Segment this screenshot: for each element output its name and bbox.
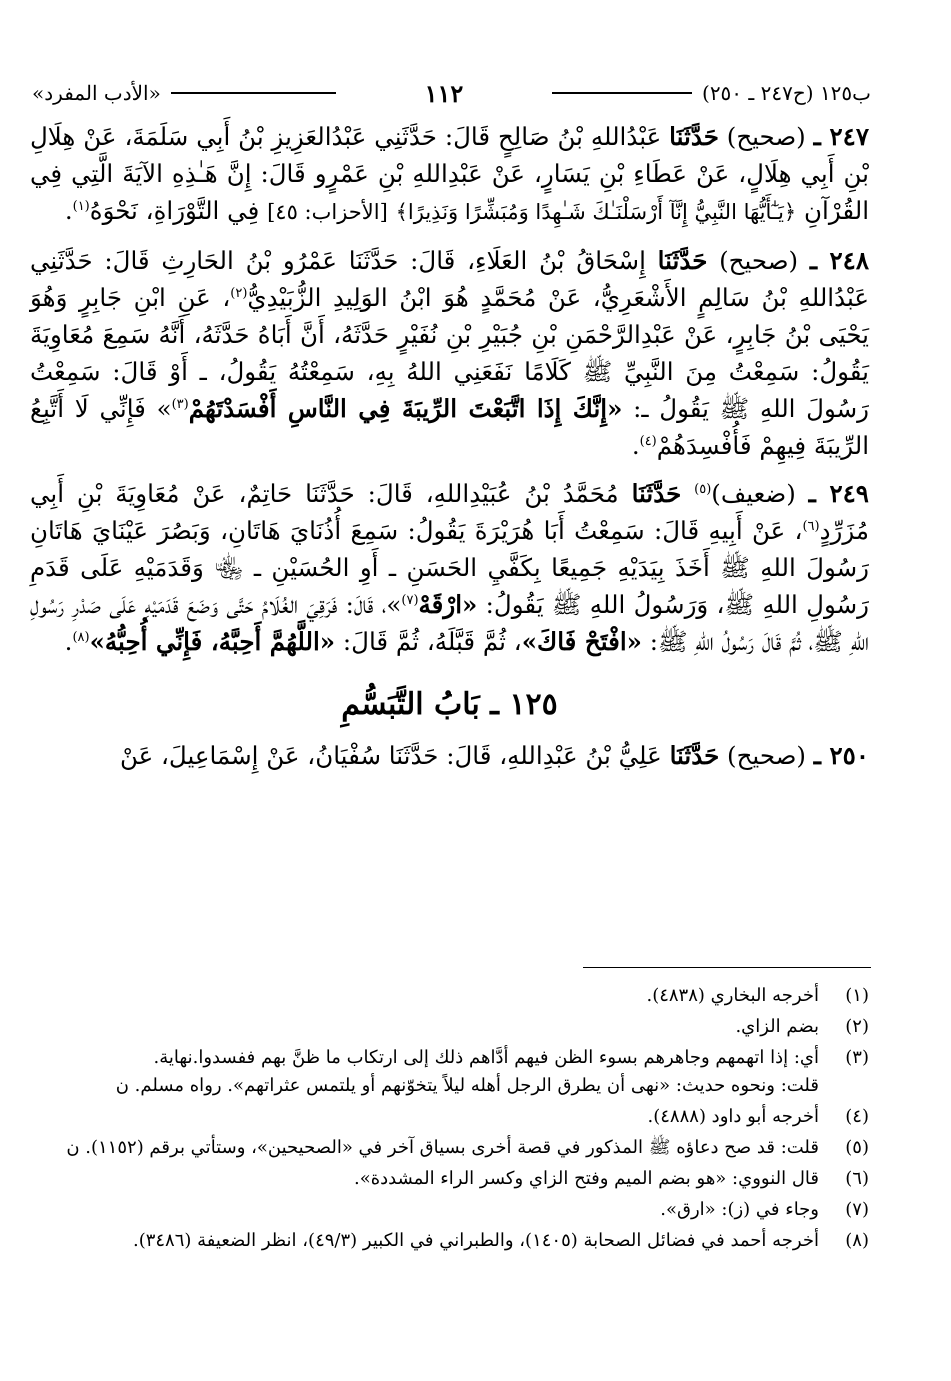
header-rule-left [171, 92, 336, 94]
hadith-text: عَبْدُاللهِ بْنُ صَالِحٍ قَالَ: حَدَّثَنِي عَبْدُالعَزِيزِ بْنُ أَبِي سَلَمَةَ، عَنْ هِلَالِ بْنِ أَبِي هِلَالٍ، عَنْ عَطَاءِ بْنِ يَسَارٍ، عَنْ عَبْدِاللهِ بْنِ عَمْرٍو قَالَ: إِنَّ هَـٰذِهِ الآيَةَ الَّتِي فِي القُرْآنِ [30, 122, 869, 225]
footnote-text: بضم الزاي. [735, 1016, 819, 1037]
quran-reference: [الأحزاب: ٤٥] [267, 200, 388, 224]
header-rule-right [552, 92, 692, 94]
footnote-number: (٥) [845, 1137, 869, 1158]
hadith-number: ٢٤٧ ـ [813, 122, 869, 151]
footnotes [30, 982, 869, 1258]
hadith-text: مُحَمَّدُ بْنُ عُبَيْدِاللهِ، قَالَ: حَدَّثَنَا حَاتِمٌ، عَنْ مُعَاوِيَةَ بْنِ أَبِي مُزَرِّدٍ [30, 479, 869, 545]
haddathana: حَدَّثَنَا [669, 122, 719, 151]
header-hadith-range: ب١٢٥ (ح٢٤٧ ـ ٢٥٠) [702, 81, 871, 105]
footnote-text: وجاء في (ز): «ارق». [660, 1199, 819, 1220]
hadith-number: ٢٥٠ ـ [813, 741, 869, 770]
prophetic-quote: «اللَّهُمَّ أَحِبَّهُ، فَإِنِّي أُحِبُّهُ» [89, 627, 336, 656]
hadith-text: فِي التَّوْرَاةِ، نَحْوَهُ [89, 196, 260, 225]
prophetic-quote: «افْتَحْ فَاكَ» [521, 627, 642, 656]
footnote-marker: (٥) [694, 481, 712, 497]
footnote-text: قلت: ونحوه حديث: «نهى أن يطرق الرجل أهله ليلاً يتخوّنهم أو يلتمس عثراتهم». رواه مسلم. ن [115, 1075, 819, 1096]
footnote-number: (٣) [845, 1047, 869, 1068]
footnote-text: أخرجه البخاري (٤٨٣٨). [646, 985, 819, 1006]
header-left-group [32, 81, 336, 105]
footnote [30, 1227, 869, 1255]
footnote-text: أخرجه أبو داود (٤٨٨٨). [647, 1106, 819, 1127]
hadith-249: ٢٤٩ ـ (ضعيف)$^{(٥)}$ حَدَّثَنَا مُحَمَّدُ بْنُ عُبَيْدِاللهِ، قَالَ: حَدَّثَنَا حَاتِمٌ، عَنْ مُعَاوِيَةَ بْنِ أَبِي مُزَرِّدٍ$^{(٦)}$، عَنْ أَبِيهِ قَالَ: سَمِعْتُ أَبَا هُرَيْرَةَ يَقُولُ: سَمِعَ أُذُنَايَ هَاتَانِ، وَبَصُرَ عَيْنَايَ هَاتَانِ رَسُولَ اللهِ ﷺ أَخَذَ بِيَدَيْهِ جَمِيعًا بِكَفَّيِ الحَسَنِ ـ أَوِ الحُسَيْنِ ـ ﵄ وَقَدَمَيْهِ عَلَى قَدَمِ رَسُولِ اللهِ ﷺ، وَرَسُولُ اللهِ ﷺ يَقُولُ: «ارْقَهْ$^{(٧)}$»، قَالَ: فَرَقِيَ الغُلَامُ حَتَّى وَضَعَ قَدَمَيْهِ عَلَى صَدْرِ رَسُولِ اللهِ ﷺ، ثُمَّ قَالَ رَسُولُ اللهِ ﷺ: «افْتَحْ فَاكَ»، ثُمَّ قَبَّلَهُ، ثُمَّ قَالَ: «اللَّهُمَّ أَحِبَّهُ، فَإِنِّي أُحِبُّهُ»$^{(٨)}$. [30, 479, 869, 656]
footnote-number: (٢) [845, 1016, 869, 1037]
footnote-text: قال النووي: «هو بضم الميم وفتح الزاي وكسر الراء المشددة». [354, 1168, 819, 1189]
book-title: «الأدب المفرد» [32, 81, 161, 105]
footnote-marker: (٧) [401, 592, 419, 608]
haddathana: حَدَّثَنَا [631, 479, 682, 508]
footnote [30, 1044, 869, 1100]
footnote [30, 1134, 869, 1162]
chapter-heading: ١٢٥ ـ بَابُ التَّبَسُّمِ [341, 687, 558, 722]
page-number: ١١٢ [424, 78, 464, 108]
footnote [30, 1196, 869, 1224]
footnote [30, 1103, 869, 1131]
footnote-marker: (٦) [802, 518, 820, 534]
hadith-text: إِسْحَاقُ بْنُ العَلَاءِ، قَالَ: حَدَّثَنَا عَمْرُو بْنُ الحَارِثِ قَالَ: حَدَّثَنِي عَبْدُاللهِ بْنُ سَالِمٍ الأَشْعَرِيُّ، عَنْ مُحَمَّدٍ هُوَ ابْنُ الوَلِيدِ الزُّبَيْدِيُّ [30, 246, 869, 312]
footnote [30, 1013, 869, 1041]
footnote-text: قلت: قد صح دعاؤه ﷺ المذكور في قصة أخرى بسياق آخر في «الصحيحين»، وستأتي برقم (١١٥٢). ن [66, 1137, 819, 1158]
hadith-text: عَلِيُّ بْنُ عَبْدِاللهِ، قَالَ: حَدَّثَنَا سُفْيَانُ، عَنْ إِسْمَاعِيلَ، عَنْ [119, 741, 662, 770]
footnote-number: (٤) [845, 1106, 869, 1127]
hadith-247: ٢٤٧ ـ (صحيح) حَدَّثَنَا عَبْدُاللهِ بْنُ صَالِحٍ قَالَ: حَدَّثَنِي عَبْدُالعَزِيزِ بْنُ أَبِي سَلَمَةَ، عَنْ هِلَالِ بْنِ أَبِي هِلَالٍ، عَنْ عَطَاءِ بْنِ يَسَارٍ، عَنْ عَبْدِاللهِ بْنِ عَمْرٍو قَالَ: إِنَّ هَـٰذِهِ الآيَةَ الَّتِي فِي القُرْآنِ ﴿يَـٰٓأَيُّهَا النَّبِيُّ إِنَّآ أَرْسَلْنَـٰكَ شَـٰهِدًا وَمُبَشِّرًا وَنَذِيرًا﴾ [الأحزاب: ٤٥] فِي التَّوْرَاةِ، نَحْوَهُ$^{(١)}$. [30, 122, 869, 225]
footnote-number: (٧) [845, 1199, 869, 1220]
prophetic-quote: «ارْقَهْ [418, 590, 478, 619]
footnote-marker: (٤) [639, 433, 657, 449]
footnote [30, 982, 869, 1010]
hadith-250 [30, 737, 869, 774]
haddathana: حَدَّثَنَا [657, 246, 708, 275]
hadith-text: »، قَالَ: فَرَقِيَ الغُلَامُ حَتَّى وَضَعَ قَدَمَيْهِ عَلَى صَدْرِ رَسُولِ اللهِ ﷺ، ثُمَّ قَالَ رَسُولُ اللهِ ﷺ: [30, 590, 869, 656]
hadith-grade: (صحيح) [719, 246, 799, 275]
hadith-number: ٢٤٨ ـ [809, 246, 869, 275]
hadith-grade: (صحيح) [727, 741, 806, 770]
footnote-marker: (١) [72, 198, 90, 214]
hadith-text: » فَإِنِّي لَا أَتَّبِعُ الرِّيبَةَ فِيهِمْ فَأُفْسِدَهُمْ [30, 394, 869, 460]
footnote-number: (١) [845, 985, 869, 1006]
hadith-text: ، عَنْ أَبِيهِ قَالَ: سَمِعْتُ أَبَا هُرَيْرَةَ يَقُولُ: سَمِعَ أُذُنَايَ هَاتَانِ، وَبَصُرَ عَيْنَايَ هَاتَانِ رَسُولَ اللهِ ﷺ أَخَذَ بِيَدَيْهِ جَمِيعًا بِكَفَّيِ الحَسَنِ ـ أَوِ الحُسَيْنِ ـ ﵄ وَقَدَمَيْهِ عَلَى قَدَمِ رَسُولِ اللهِ ﷺ، وَرَسُولُ اللهِ ﷺ يَقُولُ: [30, 516, 869, 619]
footnote [30, 1165, 869, 1193]
footnote-marker: (٣) [171, 396, 189, 412]
hadith-number: ٢٤٩ ـ [808, 479, 869, 508]
hadith-grade: (ضعيف) [711, 479, 796, 508]
main-text [30, 118, 869, 785]
footnote-separator [583, 967, 871, 968]
hadith-248: ٢٤٨ ـ (صحيح) حَدَّثَنَا إِسْحَاقُ بْنُ العَلَاءِ، قَالَ: حَدَّثَنَا عَمْرُو بْنُ الحَارِثِ قَالَ: حَدَّثَنِي عَبْدُاللهِ بْنُ سَالِمٍ الأَشْعَرِيُّ، عَنْ مُحَمَّدٍ هُوَ ابْنُ الوَلِيدِ الزُّبَيْدِيُّ$^{(٢)}$، عَنِ ابْنِ جَابِرٍ وَهُوَ يَحْيَى بْنُ جَابِرٍ، عَنْ عَبْدِالرَّحْمَنِ بْنِ جُبَيْرِ بْنِ نُفَيْرٍ حَدَّثَهُ، أَنَّ أَبَاهُ حَدَّثَهُ، أَنَّهُ سَمِعَ مُعَاوِيَةَ يَقُولُ: سَمِعْتُ مِنَ النَّبِيِّ ﷺ كَلَامًا نَفَعَنِي اللهُ بِهِ، سَمِعْتُهُ يَقُولُ، ـ أَوْ قَالَ: سَمِعْتُ رَسُولَ اللهِ ﷺ يَقُولُ ـ: «إِنَّكَ إِذَا اتَّبَعْتَ الرِّيبَةَ فِي النَّاسِ أَفْسَدْتَهُمْ$^{(٣)}$» فَإِنِّي لَا أَتَّبِعُ الرِّيبَةَ فِيهِمْ فَأُفْسِدَهُمْ$^{(٤)}$. [30, 246, 869, 460]
hadith-grade: (صحيح) [726, 122, 806, 151]
quran-verse: ﴿يَـٰٓأَيُّهَا النَّبِيُّ إِنَّآ أَرْسَلْنَـٰكَ شَـٰهِدًا وَمُبَشِّرًا وَنَذِيرًا﴾ [395, 200, 797, 224]
footnote-number: (٨) [845, 1230, 869, 1251]
footnote-marker: (٢) [230, 285, 248, 301]
hadith-text: ، ثُمَّ قَبَّلَهُ، ثُمَّ قَالَ: [342, 627, 522, 656]
footnote-text: أي: إذا اتهمهم وجاهرهم بسوء الظن فيهم أدَّاهم ذلك إلى ارتكاب ما ظنَّ بهم ففسدوا.نهاية. [153, 1047, 819, 1068]
footnote-marker: (٨) [72, 629, 90, 645]
prophetic-quote: «إِنَّكَ إِذَا اتَّبَعْتَ الرِّيبَةَ فِي النَّاسِ أَفْسَدْتَهُمْ [188, 394, 623, 423]
header-right-group [552, 81, 871, 105]
footnote-number: (٦) [845, 1168, 869, 1189]
page-header [32, 78, 871, 108]
footnote-text: أخرجه أحمد في فضائل الصحابة (١٤٠٥)، والطبراني في الكبير (٤٩/٣)، انظر الضعيفة (٣٤٨٦). [132, 1230, 819, 1251]
haddathana: حَدَّثَنَا [669, 741, 720, 770]
hadith-text: ، عَنِ ابْنِ جَابِرٍ وَهُوَ يَحْيَى بْنُ جَابِرٍ، عَنْ عَبْدِالرَّحْمَنِ بْنِ جُبَيْرِ بْنِ نُفَيْرٍ حَدَّثَهُ، أَنَّ أَبَاهُ حَدَّثَهُ، أَنَّهُ سَمِعَ مُعَاوِيَةَ يَقُولُ: سَمِعْتُ مِنَ النَّبِيِّ ﷺ كَلَامًا نَفَعَنِي اللهُ بِهِ، سَمِعْتُهُ يَقُولُ، ـ أَوْ قَالَ: سَمِعْتُ رَسُولَ اللهِ ﷺ يَقُولُ ـ: [30, 283, 869, 423]
